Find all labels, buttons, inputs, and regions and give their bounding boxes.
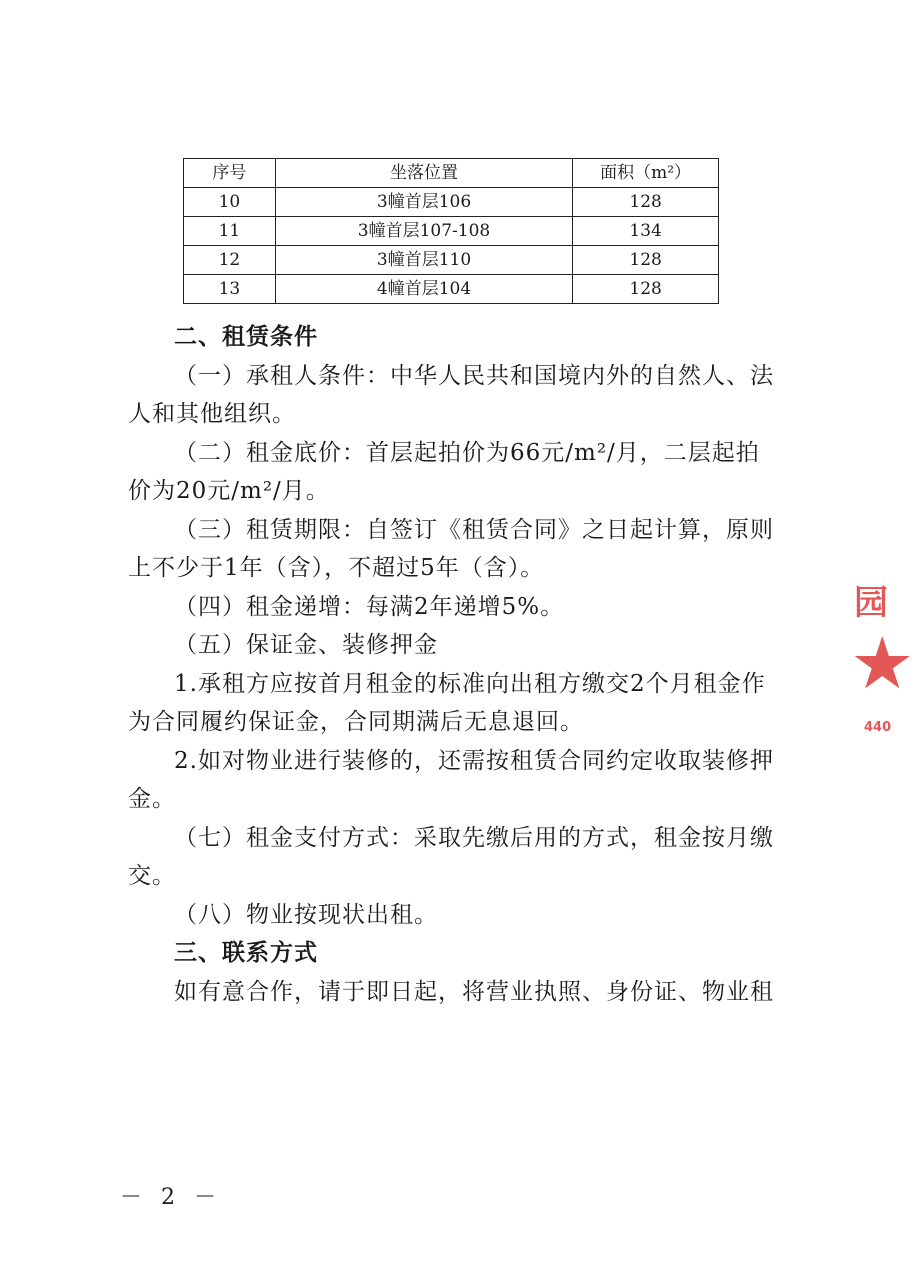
cell-serial: 13 bbox=[184, 275, 276, 304]
header-location: 坐落位置 bbox=[275, 159, 572, 188]
cell-area: 128 bbox=[573, 275, 719, 304]
cell-location: 3幢首层106 bbox=[275, 188, 572, 217]
page-number: － 2 － bbox=[120, 1185, 222, 1210]
header-area: 面积（m²） bbox=[573, 159, 719, 188]
header-serial: 序号 bbox=[184, 159, 276, 188]
cell-serial: 10 bbox=[184, 188, 276, 217]
cell-serial: 12 bbox=[184, 246, 276, 275]
paragraph-lease-term: （三）租赁期限：自签订《租赁合同》之日起计算，原则上不少于1年（含），不超过5年（含）。 bbox=[128, 516, 774, 581]
cell-area: 128 bbox=[573, 246, 719, 275]
cell-area: 128 bbox=[573, 188, 719, 217]
seal-character: 园 bbox=[854, 583, 888, 623]
cell-serial: 11 bbox=[184, 217, 276, 246]
paragraph-payment-method: （七）租金支付方式：采取先缴后用的方式，租金按月缴交。 bbox=[128, 824, 774, 889]
paragraph-rent-increase: （四）租金递增：每满2年递增5%。 bbox=[174, 593, 565, 620]
table-header-row bbox=[184, 159, 719, 188]
table-row bbox=[184, 217, 719, 246]
paragraph-deposit-heading: （五）保证金、装修押金 bbox=[174, 632, 438, 658]
paragraph-performance-deposit: 1.承租方应按首月租金的标准向出租方缴交2个月租金作为合同履约保证金，合同期满后无息退回。 bbox=[128, 670, 766, 735]
table-row bbox=[184, 275, 719, 304]
document-body bbox=[128, 318, 778, 1011]
cell-location: 3幢首层110 bbox=[275, 246, 572, 275]
section-heading-rental-conditions: 二、租赁条件 bbox=[174, 324, 318, 350]
paragraph-contact: 如有意合作，请于即日起，将营业执照、身份证、物业租 bbox=[174, 978, 774, 1005]
paragraph-as-is-lease: （八）物业按现状出租。 bbox=[174, 901, 438, 928]
cell-location: 3幢首层107-108 bbox=[275, 217, 572, 246]
seal-star-icon: ★ bbox=[850, 621, 915, 705]
property-table bbox=[183, 158, 719, 304]
section-heading-contact: 三、联系方式 bbox=[174, 940, 318, 966]
table-row bbox=[184, 246, 719, 275]
paragraph-tenant-conditions: （一）承租人条件：中华人民共和国境内外的自然人、法人和其他组织。 bbox=[128, 362, 774, 427]
paragraph-renovation-deposit: 2.如对物业进行装修的，还需按租赁合同约定收取装修押金。 bbox=[128, 747, 774, 812]
cell-location: 4幢首层104 bbox=[275, 275, 572, 304]
official-seal bbox=[840, 575, 915, 755]
table-row bbox=[184, 188, 719, 217]
paragraph-base-rent: （二）租金底价：首层起拍价为66元/m²/月，二层起拍价为20元/m²/月。 bbox=[128, 439, 760, 504]
cell-area: 134 bbox=[573, 217, 719, 246]
seal-digits: 440 bbox=[864, 720, 892, 735]
